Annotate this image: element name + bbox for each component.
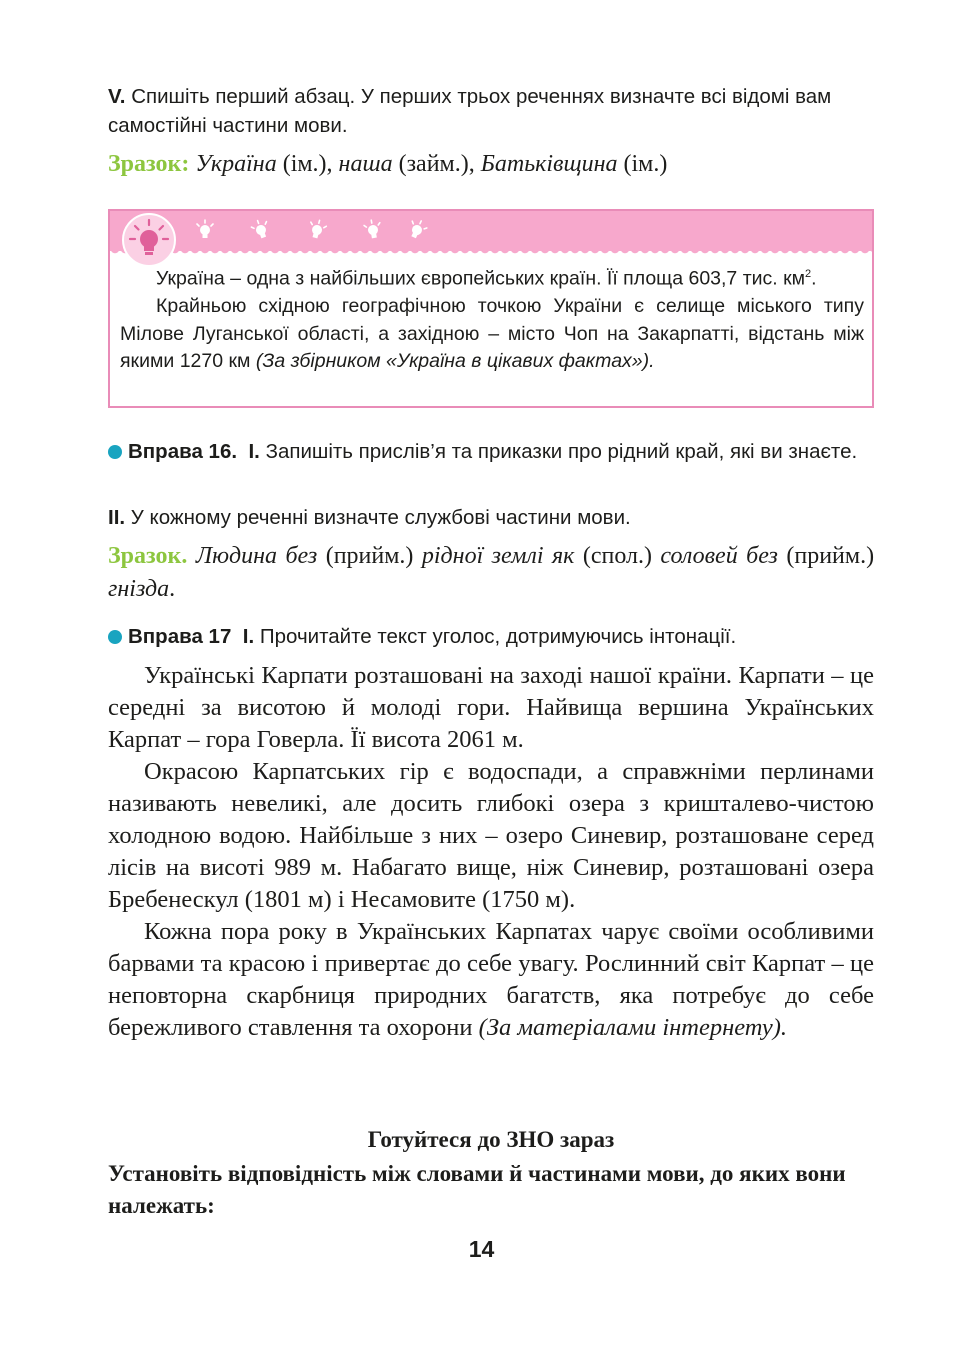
task-number: II. bbox=[108, 506, 126, 529]
reading-paragraph bbox=[108, 916, 874, 1044]
task-number: V. bbox=[108, 85, 126, 108]
task-text: У кожному реченні визначте службові частини мови. bbox=[130, 506, 631, 529]
sample-2 bbox=[108, 540, 874, 606]
exercise-label: Вправа 17 bbox=[128, 625, 232, 648]
exercise-16 bbox=[108, 437, 874, 466]
sample-tag: (спол.) bbox=[582, 543, 652, 569]
reading-paragraph: Окрасою Карпатських гір є водоспади, а справжніми перлинами називають невеликі, але досить глибокі озера з кришталево-чистою холодною водою. Найбільше з них – озеро Синевир, розташоване серед лісів на висоті 989 м. Набагато вище, ніж Синевир, розташовані озера Бребенескул (1801 м) і Несамовите (1750 м). bbox=[108, 758, 874, 913]
info-text: Україна – одна з найбільших європейських країн. Її площа 603,7 тис. км bbox=[156, 267, 806, 290]
info-text-end: . bbox=[811, 267, 817, 290]
zno-task: Установіть відповідність між словами й частинами мови, до яких вони належать: bbox=[108, 1161, 846, 1218]
sample-tag: (ім.), bbox=[282, 151, 333, 177]
bullet-icon bbox=[108, 630, 122, 644]
info-box-header bbox=[110, 211, 872, 251]
sample-label: Зразок. bbox=[108, 543, 188, 569]
lightbulb-icon bbox=[194, 219, 216, 241]
lightbulb-icon bbox=[124, 215, 174, 265]
lightbulb-badge bbox=[122, 213, 176, 267]
info-paragraph bbox=[120, 293, 864, 376]
lightbulb-icon bbox=[360, 217, 385, 242]
sample-word: наша bbox=[338, 151, 393, 177]
sample-word: соловей без bbox=[660, 543, 778, 569]
reading-text-span: Кожна пора року в Українських Карпатах чарує своїми особливими барвами та красою і привертає до себе увагу. Рослинний світ Карпат – це неповторна скарбниця природних багатств, яка потребує до себе бережливого ставлення та охорони bbox=[108, 918, 874, 1041]
page-number: 14 bbox=[468, 1236, 495, 1262]
zno-title: Готуйтеся до ЗНО зараз bbox=[367, 1127, 615, 1152]
sample-word: Україна bbox=[195, 151, 277, 177]
info-text: Крайньою східною географічною точкою України є селище міського типу Мілове Луганської області, а західною – місто Чоп на Закарпатті, відстань між якими 1270 км bbox=[120, 295, 864, 372]
reading-source: (За матеріалами інтернету). bbox=[478, 1014, 788, 1041]
info-paragraph bbox=[120, 261, 864, 293]
exercise-17 bbox=[108, 622, 874, 651]
info-box bbox=[108, 209, 874, 408]
info-source: (За збірником «Україна в цікавих фактах»). bbox=[255, 350, 655, 372]
sample-tag: (ім.) bbox=[623, 151, 668, 177]
task-number: I. bbox=[242, 625, 255, 648]
task-5 bbox=[108, 82, 874, 140]
sample-tag: (прийм.) bbox=[325, 543, 414, 569]
task-number: I. bbox=[248, 440, 260, 463]
sample-word: гнізда bbox=[108, 576, 170, 602]
sample-tag: (займ.), bbox=[398, 151, 475, 177]
sample-tag: (прийм.) bbox=[786, 543, 875, 569]
exercise-label: Вправа 16. bbox=[128, 440, 238, 463]
sample-tag: . bbox=[169, 576, 176, 602]
task-text: Прочитайте текст уголос, дотримуючись інтонації. bbox=[259, 625, 737, 648]
info-box-text bbox=[120, 261, 864, 376]
task-2 bbox=[108, 503, 874, 532]
sample-word: рідної землі як bbox=[421, 543, 575, 569]
sample-word: Людина без bbox=[195, 543, 318, 569]
info-box-scallop bbox=[110, 249, 872, 259]
sample-1 bbox=[108, 148, 874, 180]
sample-label: Зразок: bbox=[108, 151, 190, 177]
superscript: 2 bbox=[805, 268, 812, 280]
reading-paragraph: Українські Карпати розташовані на заході нашої країни. Карпати – це середні за висотою й молоді гори. Найвища вершина Українських Карпат – гора Говерла. Її висота 2061 м. bbox=[108, 662, 874, 753]
bullet-icon bbox=[108, 445, 122, 459]
task-text: Спишіть перший абзац. У перших трьох реченнях визначте всі відомі вам самостійні частини мови. bbox=[108, 85, 832, 137]
reading-text bbox=[108, 660, 874, 1044]
task-text: Запишіть прислів’я та приказки про рідний край, які ви знаєте. bbox=[265, 440, 858, 463]
sample-word: Батьківщина bbox=[480, 151, 618, 177]
